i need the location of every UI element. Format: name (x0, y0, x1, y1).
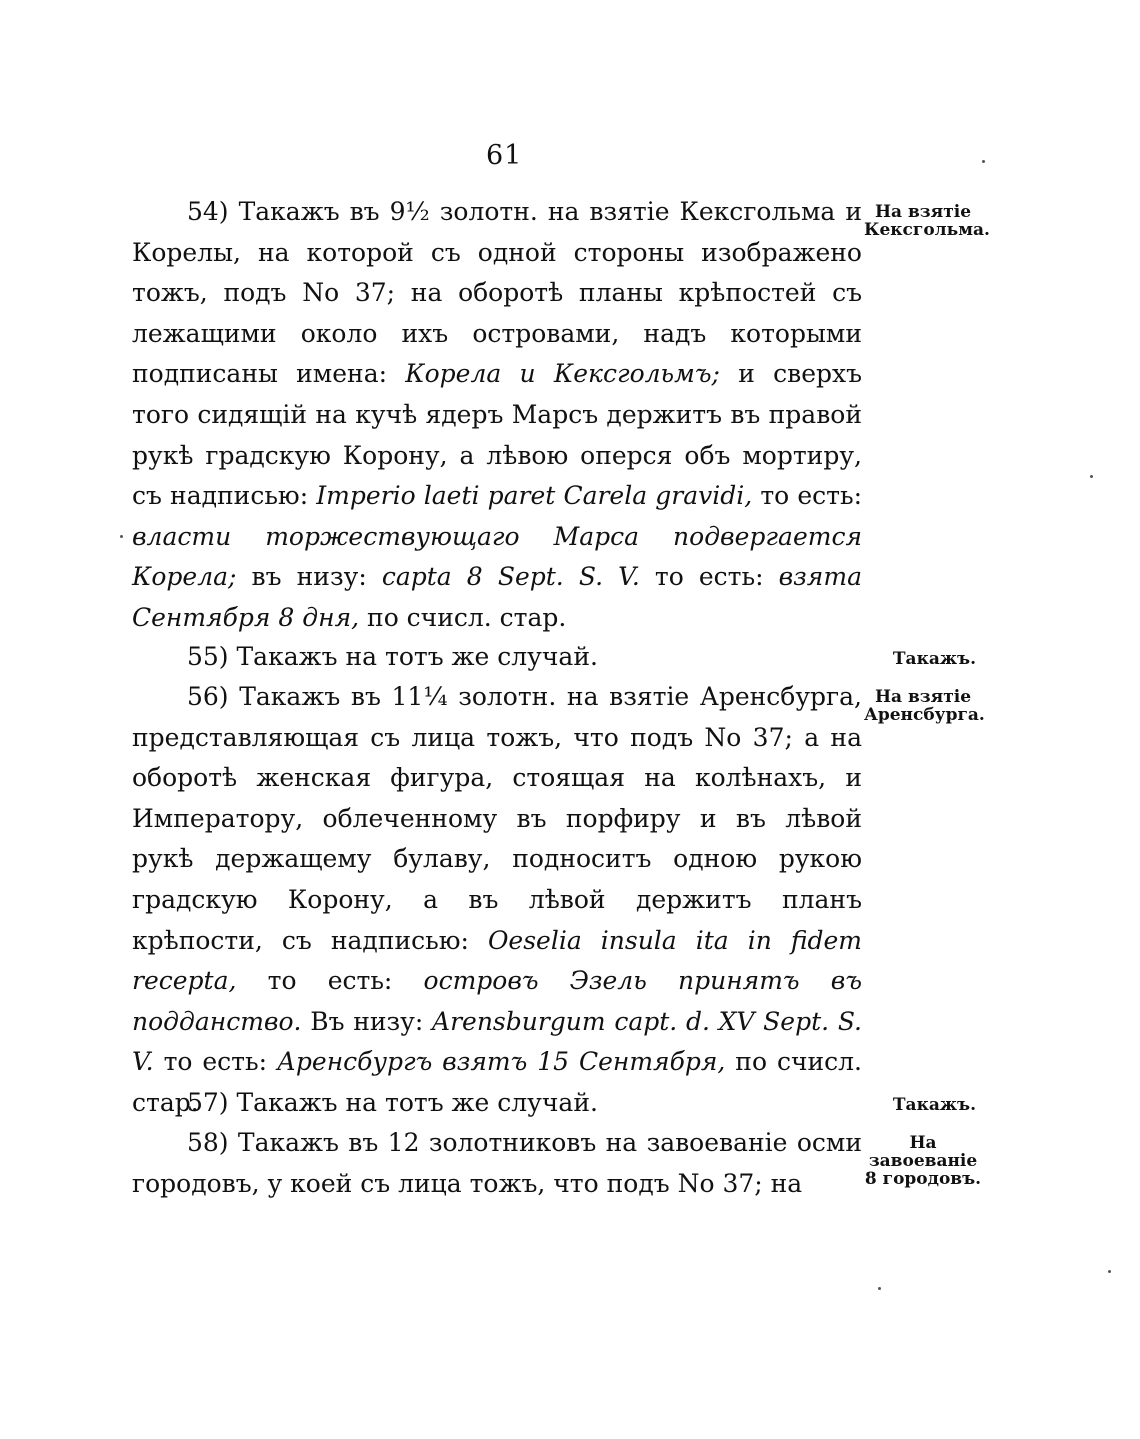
italic-phrase: Аренсбургъ взятъ 15 Сентября, (276, 1047, 726, 1077)
scan-speck (982, 160, 985, 163)
italic-phrase: власти торжествующаго Марса подвергается Корела; (132, 521, 862, 592)
margin-note-same-1: Такажъ. (892, 649, 976, 669)
scan-speck (1090, 475, 1093, 478)
text-block-54 (132, 192, 862, 639)
italic-phrase: островъ Эзель принятъ въ подданство. (132, 966, 862, 1036)
paragraph-54 (132, 192, 862, 639)
paragraph-58 (132, 1123, 862, 1204)
text-run: то есть: (639, 562, 779, 592)
text-block-56 (132, 677, 862, 1124)
italic-phrase: Arensburgum capt. d. XV Sept. S. V. (132, 1006, 862, 1077)
text-run: по счисл. стар. (132, 1047, 862, 1117)
text-run: по счисл. стар. (359, 602, 567, 632)
text-run: въ низу: (236, 562, 382, 592)
text-run: Въ низу: (301, 1006, 433, 1036)
scan-speck (120, 535, 123, 538)
scan-speck (1108, 1270, 1111, 1273)
text-run: то есть: (153, 1047, 277, 1077)
text-run: 58) Такажъ въ 12 золотниковъ на завоеваніе осми городовъ, у коей съ лица тожъ, что подъ No 37; на (132, 1128, 862, 1198)
text-run: 54) Такажъ въ 9½ золотн. на взятіе Кексгольма и Корелы, на которой съ одной стороны изображено тожъ, подъ No 37; на оборотѣ планы крѣпостей съ лежащими около ихъ островами, надъ которыми подписаны имена: (132, 197, 862, 389)
page-number: 61 (486, 140, 523, 171)
italic-phrase: Корела и Кексгольмъ; (405, 359, 720, 389)
scan-speck (878, 1287, 881, 1290)
paragraph-55 (132, 637, 862, 678)
italic-phrase: Imperio laeti paret Carela gravidi, (316, 481, 753, 511)
margin-note-eight-towns: На завоеваніе 8 городовъ. (864, 1133, 982, 1189)
paragraph-57 (132, 1083, 862, 1124)
italic-phrase: Oeselia insula ita in fidem recepta, (132, 925, 862, 996)
italic-phrase: capta 8 Sept. S. V. (381, 562, 640, 592)
text-run: и сверхъ того сидящій на кучѣ ядеръ Марсъ держитъ въ правой рукѣ градскую Корону, а лѣвою оперся объ мортиру, съ надписью: (132, 359, 863, 511)
text-block-57 (132, 1083, 862, 1124)
text-block-58 (132, 1123, 862, 1204)
margin-note-kexholm: На взятіе Кексгольма. (864, 202, 990, 240)
text-run: 55) Такажъ на тотъ же случай. (187, 642, 598, 671)
text-run: то есть: (752, 481, 862, 511)
italic-phrase: взята Сентября 8 дня, (132, 562, 862, 632)
margin-note-same-2: Такажъ. (892, 1095, 976, 1115)
text-block-55 (132, 637, 862, 678)
text-run: 57) Такажъ на тотъ же случай. (187, 1088, 598, 1117)
text-run: то есть: (236, 966, 424, 996)
paragraph-56 (132, 677, 862, 1124)
text-run: 56) Такажъ въ 11¼ золотн. на взятіе Аренсбурга, представляющая съ лица тожъ, что подъ No 37; а на оборотѣ женская фигура, стоящая на колѣнахъ, и Императору, облеченному въ порфиру и въ лѣвой рукѣ держащему булаву, подноситъ одною рукою градскую Корону, а въ лѣвой держитъ планъ крѣпости, съ надписью: (132, 682, 862, 955)
margin-note-arensburg: На взятіе Аренсбурга. (864, 687, 985, 725)
